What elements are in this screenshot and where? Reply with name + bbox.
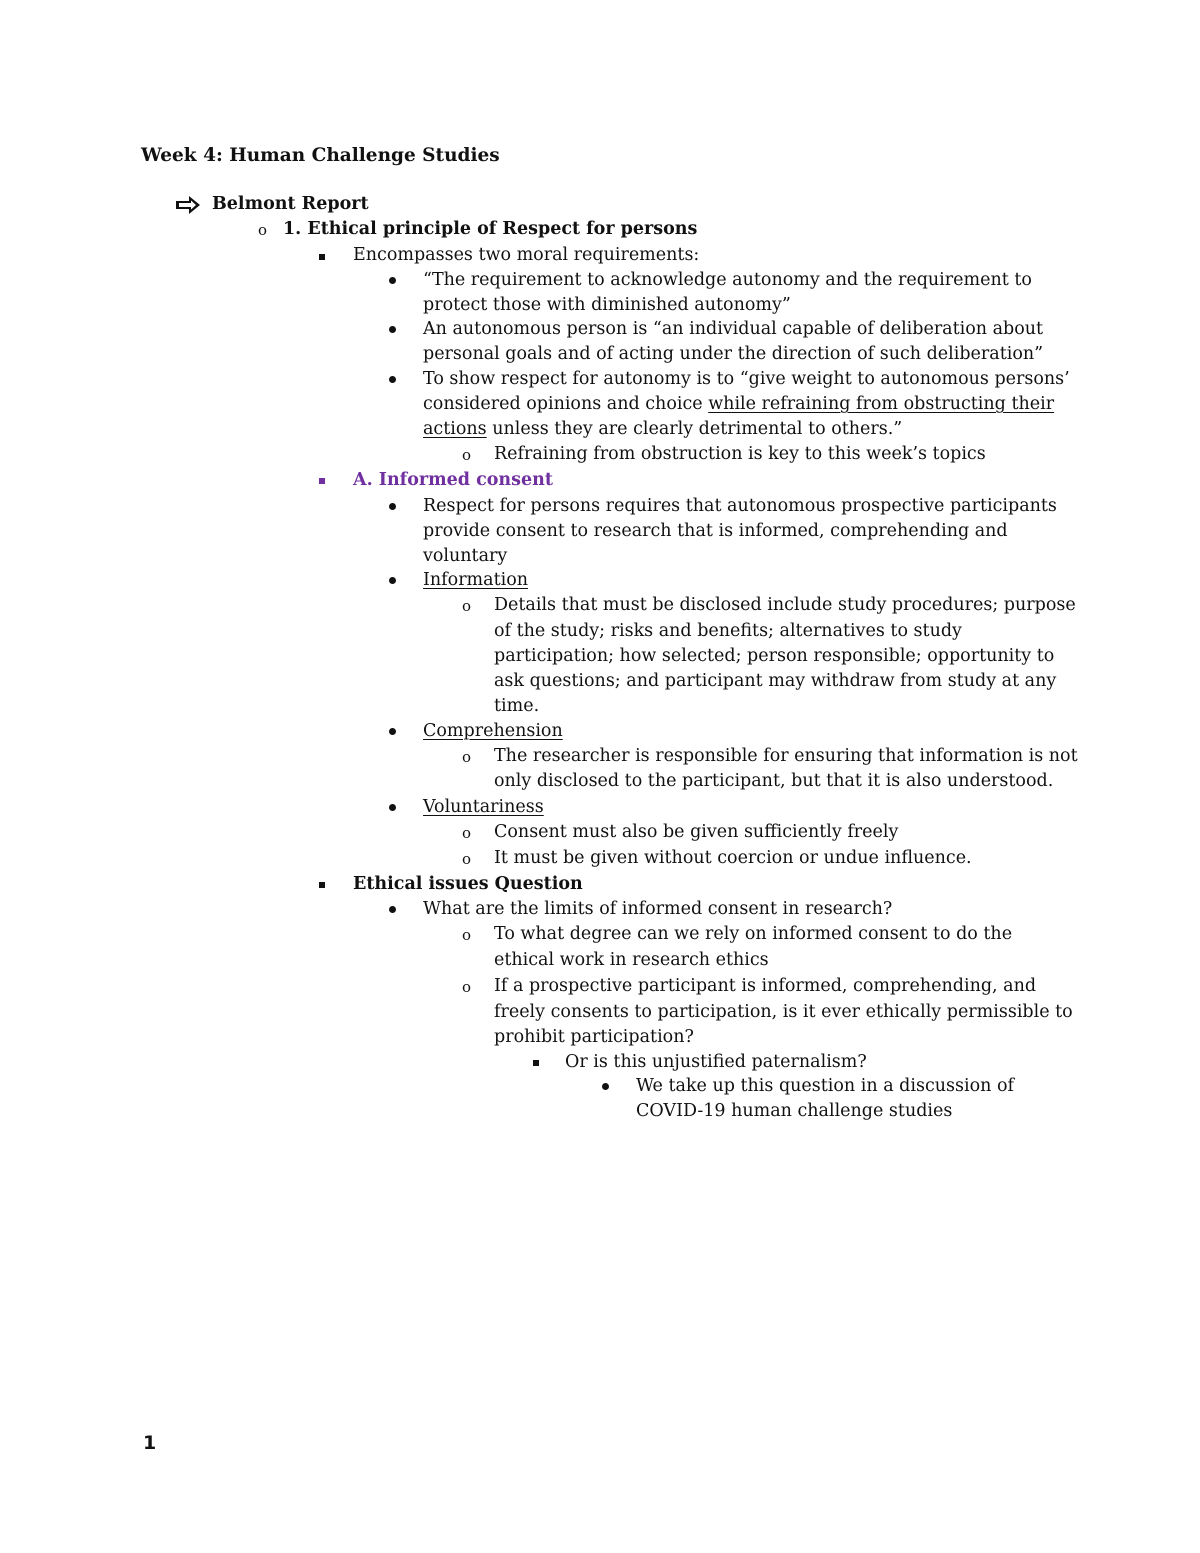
list-item-continuation: provide consent to research that is informed, comprehending and [423,521,1008,541]
list-item-continuation: protect those with diminished autonomy” [423,295,791,315]
hollow-circle-bullet: o [462,850,472,868]
underlined-text: actions [423,419,487,439]
list-item-continuation: only disclosed to the participant, but that it is also understood. [494,771,1054,791]
list-item: It must be given without coercion or undue influence. [494,848,972,868]
round-bullet-icon [389,804,396,811]
heading-respect-for-persons: 1. Ethical principle of Respect for persons [283,219,698,239]
hollow-circle-bullet: o [462,597,472,615]
list-item: An autonomous person is “an individual capable of deliberation about [423,319,1044,339]
text-span: unless they are clearly detrimental to others.” [486,419,903,439]
square-bullet-icon [319,478,325,484]
subheading-comprehension: Comprehension [423,721,563,741]
hollow-circle-bullet: o [462,748,472,766]
round-bullet-icon [389,577,396,584]
square-bullet-icon [319,882,325,888]
list-item: We take up this question in a discussion of [636,1076,1014,1096]
page-number: 1 [143,1432,157,1454]
square-bullet-icon [319,254,325,260]
list-item-continuation: COVID-19 human challenge studies [636,1101,953,1121]
list-item: Refraining from obstruction is key to this week’s topics [494,444,986,464]
list-item-continuation: of the study; risks and benefits; alternatives to study [494,621,962,641]
subheading-voluntariness: Voluntariness [423,797,544,817]
list-item-continuation: personal goals and of acting under the direction of such deliberation” [423,344,1044,364]
heading-belmont-report: Belmont Report [212,194,369,214]
list-item: If a prospective participant is informed, comprehending, and [494,976,1037,996]
list-item: To show respect for autonomy is to “give weight to autonomous persons’ [423,369,1070,389]
hollow-circle-bullet: o [462,926,472,944]
list-item-continuation: prohibit participation? [494,1027,694,1047]
round-bullet-icon [389,728,396,735]
underlined-text: while refraining from obstructing their [708,394,1055,414]
list-item-continuation: ethical work in research ethics [494,950,769,970]
text-span: considered opinions and choice [423,394,709,414]
right-arrow-icon [176,196,200,214]
hollow-circle-bullet: o [258,221,268,239]
round-bullet-icon [389,277,396,284]
square-bullet-icon [533,1060,539,1066]
round-bullet-icon [389,376,396,383]
round-bullet-icon [389,906,396,913]
list-item-continuation: participation; how selected; person responsible; opportunity to [494,646,1055,666]
heading-ethical-issues: Ethical issues Question [353,874,583,894]
list-item-continuation: ask questions; and participant may withdraw from study at any [494,671,1057,691]
subheading-information: Information [423,570,529,590]
round-bullet-icon [602,1083,609,1090]
list-item: Or is this unjustified paternalism? [565,1052,867,1072]
hollow-circle-bullet: o [462,824,472,842]
list-item-continuation: time. [494,696,540,716]
list-item-continuation: freely consents to participation, is it ever ethically permissible to [494,1002,1073,1022]
list-item: Details that must be disclosed include study procedures; purpose [494,595,1076,615]
hollow-circle-bullet: o [462,446,472,464]
page-title: Week 4: Human Challenge Studies [141,145,500,166]
list-item-continuation: voluntary [423,546,508,566]
list-item-continuation [423,392,1054,417]
list-item: What are the limits of informed consent in research? [423,899,893,919]
hollow-circle-bullet: o [462,978,472,996]
list-item: “The requirement to acknowledge autonomy and the requirement to [423,270,1032,290]
list-item: To what degree can we rely on informed consent to do the [494,924,1013,944]
round-bullet-icon [389,503,396,510]
list-item: Respect for persons requires that autonomous prospective participants [423,496,1057,516]
round-bullet-icon [389,326,396,333]
list-item: The researcher is responsible for ensuring that information is not [494,746,1078,766]
list-item: Consent must also be given sufficiently freely [494,822,899,842]
list-item-continuation [423,417,902,442]
heading-informed-consent: A. Informed consent [353,470,553,490]
list-item: Encompasses two moral requirements: [353,245,700,265]
